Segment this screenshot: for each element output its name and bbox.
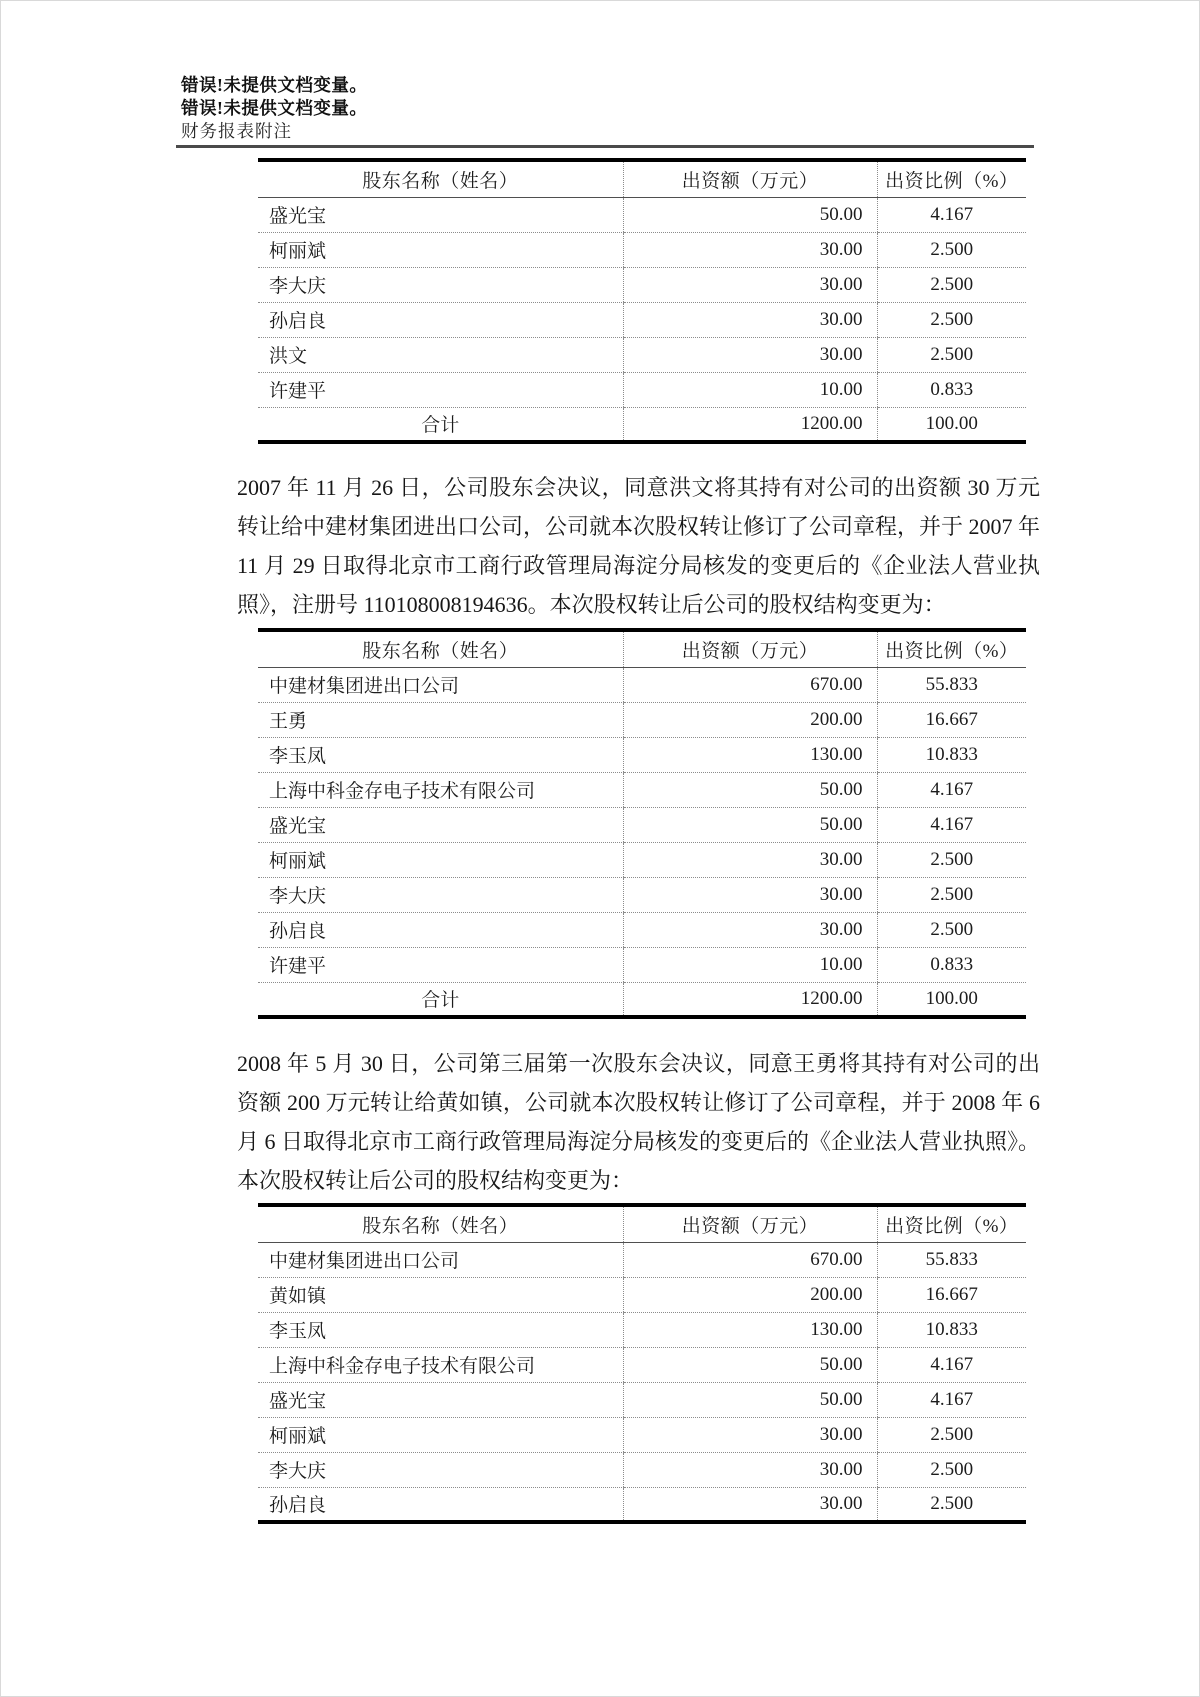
table-row: [258, 302, 1026, 337]
ratio-cell: 10.833: [877, 737, 1026, 772]
ratio-cell: 16.667: [877, 702, 1026, 737]
table-row: [258, 197, 1026, 232]
shareholder-name-cell: 洪文: [258, 337, 623, 372]
shareholder-name-cell: 李玉凤: [258, 1312, 623, 1347]
ratio-cell: 4.167: [877, 807, 1026, 842]
amount-cell: 10.00: [623, 372, 877, 407]
table-row: [258, 807, 1026, 842]
column-header-amount: 出资额（万元）: [623, 630, 877, 667]
total-ratio-cell: 100.00: [877, 982, 1026, 1017]
amount-cell: 130.00: [623, 1312, 877, 1347]
ratio-cell: 0.833: [877, 372, 1026, 407]
doc-variable-error-line-1: 错误!未提供文档变量。: [181, 75, 368, 95]
table-row: [258, 702, 1026, 737]
ratio-cell: 4.167: [877, 772, 1026, 807]
table-row: [258, 232, 1026, 267]
shareholder-name-cell: 王勇: [258, 702, 623, 737]
column-header-amount: 出资额（万元）: [623, 1205, 877, 1242]
amount-cell: 50.00: [623, 1347, 877, 1382]
ratio-cell: 2.500: [877, 1452, 1026, 1487]
amount-cell: 670.00: [623, 667, 877, 702]
column-header-ratio: 出资比例（%）: [877, 630, 1026, 667]
column-header-ratio: 出资比例（%）: [877, 160, 1026, 197]
shareholder-name-cell: 黄如镇: [258, 1277, 623, 1312]
table-row: [258, 912, 1026, 947]
header-rule-divider: [176, 145, 1034, 148]
table-row: [258, 1417, 1026, 1452]
table-header-row: [258, 160, 1026, 197]
table-row: [258, 1312, 1026, 1347]
column-header-shareholder-name: 股东名称（姓名）: [258, 1205, 623, 1242]
shareholder-name-cell: 中建材集团进出口公司: [258, 1242, 623, 1277]
table-row: [258, 667, 1026, 702]
table-row: [258, 1347, 1026, 1382]
table-row: [258, 947, 1026, 982]
shareholder-name-cell: 李大庆: [258, 267, 623, 302]
amount-cell: 200.00: [623, 1277, 877, 1312]
amount-cell: 30.00: [623, 337, 877, 372]
table-row: [258, 877, 1026, 912]
shareholder-table-3: [258, 1203, 1026, 1524]
table-row: [258, 1382, 1026, 1417]
amount-cell: 30.00: [623, 232, 877, 267]
ratio-cell: 55.833: [877, 1242, 1026, 1277]
amount-cell: 30.00: [623, 877, 877, 912]
ratio-cell: 2.500: [877, 267, 1026, 302]
ratio-cell: 4.167: [877, 197, 1026, 232]
total-row: [258, 982, 1026, 1017]
total-label-cell: 合计: [421, 990, 460, 1012]
shareholder-name-cell: 李大庆: [258, 1452, 623, 1487]
shareholder-name-cell: 李玉凤: [258, 737, 623, 772]
ratio-cell: 2.500: [877, 232, 1026, 267]
amount-cell: 10.00: [623, 947, 877, 982]
ratio-cell: 2.500: [877, 877, 1026, 912]
ratio-cell: 0.833: [877, 947, 1026, 982]
table-row: [258, 1277, 1026, 1312]
total-amount-cell: 1200.00: [623, 982, 877, 1017]
shareholder-name-cell: 上海中科金存电子技术有限公司: [258, 1347, 623, 1382]
table-row: [258, 267, 1026, 302]
ratio-cell: 2.500: [877, 337, 1026, 372]
shareholder-name-cell: 盛光宝: [258, 197, 623, 232]
shareholder-name-cell: 柯丽斌: [258, 842, 623, 877]
ratio-cell: 4.167: [877, 1382, 1026, 1417]
table-header-row: [258, 630, 1026, 667]
amount-cell: 200.00: [623, 702, 877, 737]
shareholder-name-cell: 孙启良: [258, 912, 623, 947]
column-header-shareholder-name: 股东名称（姓名）: [258, 630, 623, 667]
doc-variable-error-line-2: 错误!未提供文档变量。: [181, 98, 368, 118]
amount-cell: 50.00: [623, 772, 877, 807]
amount-cell: 30.00: [623, 842, 877, 877]
amount-cell: 50.00: [623, 1382, 877, 1417]
shareholder-name-cell: 柯丽斌: [258, 1417, 623, 1452]
ratio-cell: 2.500: [877, 1417, 1026, 1452]
section-title: 财务报表附注: [181, 121, 292, 141]
shareholder-name-cell: 盛光宝: [258, 807, 623, 842]
shareholder-name-cell: 上海中科金存电子技术有限公司: [258, 772, 623, 807]
shareholder-name-cell: 盛光宝: [258, 1382, 623, 1417]
total-row: [258, 407, 1026, 442]
column-header-shareholder-name: 股东名称（姓名）: [258, 160, 623, 197]
amount-cell: 130.00: [623, 737, 877, 772]
shareholder-name-cell: 中建材集团进出口公司: [258, 667, 623, 702]
ratio-cell: 55.833: [877, 667, 1026, 702]
table-row: [258, 737, 1026, 772]
amount-cell: 30.00: [623, 912, 877, 947]
table-row: [258, 1242, 1026, 1277]
table-row: [258, 772, 1026, 807]
amount-cell: 30.00: [623, 267, 877, 302]
total-amount-cell: 1200.00: [623, 407, 877, 442]
ratio-cell: 4.167: [877, 1347, 1026, 1382]
shareholder-name-cell: 李大庆: [258, 877, 623, 912]
amount-cell: 30.00: [623, 302, 877, 337]
ratio-cell: 2.500: [877, 842, 1026, 877]
table-row: [258, 372, 1026, 407]
table-header-row: [258, 1205, 1026, 1242]
ratio-cell: 2.500: [877, 1487, 1026, 1522]
table-row: [258, 337, 1026, 372]
amount-cell: 670.00: [623, 1242, 877, 1277]
shareholder-name-cell: 孙启良: [258, 302, 623, 337]
ratio-cell: 2.500: [877, 912, 1026, 947]
amount-cell: 50.00: [623, 807, 877, 842]
paragraph-2007-transfer: 2007 年 11 月 26 日，公司股东会决议，同意洪文将其持有对公司的出资额 30 万元转让给中建材集团进出口公司，公司就本次股权转让修订了公司章程，并于 2007 年 11 月 29 日取得北京市工商行政管理局海淀分局核发的变更后的《企业法人营业执照》，注册号 110108008194636。本次股权转让后公司的股权结构变更为：: [237, 475, 1041, 617]
ratio-cell: 16.667: [877, 1277, 1026, 1312]
table-row: [258, 1487, 1026, 1522]
table-row: [258, 1452, 1026, 1487]
column-header-ratio: 出资比例（%）: [877, 1205, 1026, 1242]
ratio-cell: 2.500: [877, 302, 1026, 337]
shareholder-name-cell: 柯丽斌: [258, 232, 623, 267]
table-row: [258, 842, 1026, 877]
shareholder-name-cell: 许建平: [258, 947, 623, 982]
shareholder-table-1: [258, 158, 1026, 444]
shareholder-table-2: [258, 628, 1026, 1019]
total-label-cell: 合计: [421, 415, 460, 437]
total-ratio-cell: 100.00: [877, 407, 1026, 442]
amount-cell: 50.00: [623, 197, 877, 232]
amount-cell: 30.00: [623, 1487, 877, 1522]
shareholder-name-cell: 许建平: [258, 372, 623, 407]
paragraph-2008-transfer: 2008 年 5 月 30 日，公司第三届第一次股东会决议，同意王勇将其持有对公司的出资额 200 万元转让给黄如镇，公司就本次股权转让修订了公司章程，并于 2008 年 6 月 6 日取得北京市工商行政管理局海淀分局核发的变更后的《企业法人营业执照》。本次股权转让后公司的股权结构变更为：: [237, 1051, 1041, 1193]
ratio-cell: 10.833: [877, 1312, 1026, 1347]
shareholder-name-cell: 孙启良: [269, 1495, 327, 1517]
amount-cell: 30.00: [623, 1417, 877, 1452]
column-header-amount: 出资额（万元）: [623, 160, 877, 197]
amount-cell: 30.00: [623, 1452, 877, 1487]
